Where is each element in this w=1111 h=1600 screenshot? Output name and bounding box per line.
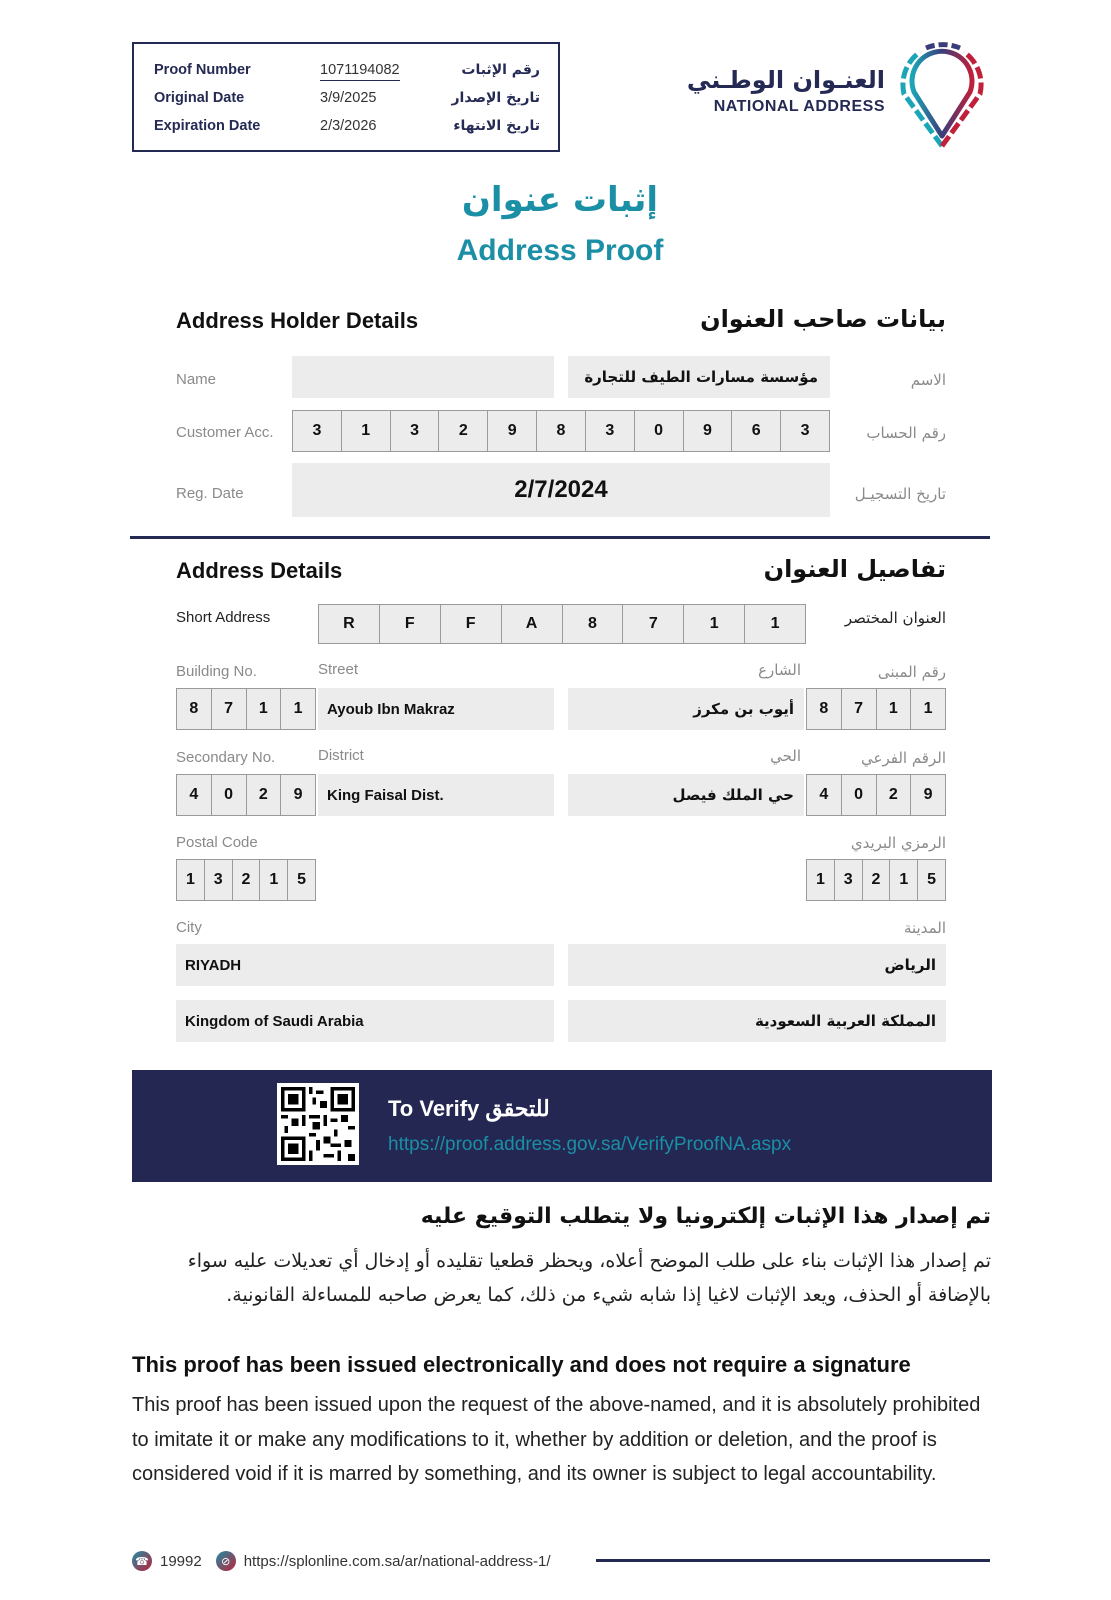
name-value-ar: مؤسسة مسارات الطيف للتجارة [584,368,818,386]
expiration-date-row [134,118,558,144]
street-field-ar [568,688,804,730]
postal-digit: 1 [807,860,835,900]
expiration-date-value: 2/3/2026 [320,118,377,134]
city-value-ar: الرياض [884,956,936,974]
city-label-ar: المدينة [903,919,946,937]
account-digit: 9 [684,411,733,451]
reg-date-label-ar: تاريخ التسجيـل [854,485,946,503]
name-field-en [292,356,554,398]
country-value-en: Kingdom of Saudi Arabia [185,1012,364,1030]
city-label: City [176,919,202,936]
short-address-char: F [380,605,441,643]
qr-code-icon[interactable] [277,1083,359,1165]
proof-number-row [134,62,558,88]
postal-code-cells [176,859,316,901]
postal-code-label-ar: الرمزي البريدي [850,834,946,852]
logo-text-en: NATIONAL ADDRESS [713,98,885,115]
district-field-en [318,774,554,816]
postal-digit: 2 [233,860,261,900]
short-address-label-ar: العنوان المختصر [844,609,946,627]
short-address-char: 7 [623,605,684,643]
holder-heading-ar: بيانات صاحب العنوان [700,305,946,333]
postal-digit: 5 [927,871,937,888]
notice-title-en: This proof has been issued electronically and does not require a signature [132,1352,911,1377]
short-address-char: A [502,605,563,643]
globe-icon: ⊘ [216,1551,236,1571]
section-divider [130,536,990,539]
district-label-ar: الحي [770,747,801,765]
name-label-ar: الاسم [910,371,946,389]
holder-heading-en: Address Holder Details [176,308,419,333]
country-field-en [176,1000,554,1042]
street-field-en [318,688,554,730]
building-digit: 7 [842,689,877,729]
secondary-label: Secondary No. [176,749,276,766]
verify-link[interactable]: https://proof.address.gov.sa/VerifyProofNA.aspx [388,1134,792,1155]
footer-phone[interactable]: 19992 [160,1552,202,1570]
postal-digit: 1 [890,860,918,900]
street-label: Street [318,661,359,678]
reg-date-field [292,463,830,517]
secondary-digit: 9 [293,786,303,803]
country-field-ar [568,1000,946,1042]
postal-digit: 2 [863,860,891,900]
city-value-en: RIYADH [185,956,242,974]
notice-body-en: This proof has been issued upon the request of the above-named, and it is absolutely prohibited to imitate it or make any modifications to it, whether by addition or deletion, and the proof is considered void if it is marred by something, and its owner is subject to legal accountability. [132,1394,981,1485]
proof-number-label-ar: رقم الإثبات [461,62,540,78]
short-address-char: 1 [684,605,745,643]
short-address-cells [318,604,806,644]
postal-code-cells-ar [806,859,946,901]
secondary-digit: 4 [807,775,842,815]
address-heading-en: Address Details [176,558,343,583]
original-date-label-ar: تاريخ الإصدار [451,90,540,106]
short-address-char: 1 [770,615,780,632]
name-field-ar [568,356,830,398]
account-label-ar: رقم الحساب [866,424,946,442]
address-heading-ar: تفاصيل العنوان [763,555,946,583]
country-value-ar: المملكة العربية السعودية [754,1012,936,1030]
proof-number-value: 1071194082 [320,62,400,81]
postal-code-label: Postal Code [176,834,258,851]
account-digit: 3 [293,411,342,451]
secondary-label-ar: الرقم الفرعي [861,749,946,767]
building-label-ar: رقم المبنى [877,663,946,681]
district-value-ar: حي الملك فيصل [672,786,794,804]
verify-title: To Verify للتحقق [388,1096,550,1121]
account-digit: 0 [635,411,684,451]
footer-rule [596,1559,990,1562]
reg-date-value: 2/7/2024 [514,476,608,503]
district-label: District [318,747,364,764]
reg-date-label: Reg. Date [176,485,244,502]
account-number-cells [292,410,830,452]
secondary-digit: 2 [877,775,912,815]
postal-digit: 1 [177,860,205,900]
building-number-cells-ar [806,688,946,730]
expiration-date-label: Expiration Date [154,118,261,134]
secondary-digit: 9 [923,786,933,803]
district-field-ar [568,774,804,816]
original-date-row [134,90,558,116]
city-field-en [176,944,554,986]
secondary-digit: 0 [842,775,877,815]
name-label: Name [176,371,217,388]
proof-info-box [132,42,560,152]
postal-digit: 3 [835,860,863,900]
postal-digit: 5 [297,871,307,888]
location-pin-icon [890,40,994,148]
account-digit: 1 [342,411,391,451]
postal-digit: 3 [205,860,233,900]
account-digit: 3 [586,411,635,451]
short-address-label: Short Address [176,609,271,626]
short-address-char: R [319,605,380,643]
title-en: Address Proof [456,234,664,267]
proof-number-label: Proof Number [154,62,251,78]
expiration-date-label-ar: تاريخ الانتهاء [453,118,540,134]
account-digit: 8 [537,411,586,451]
building-digit: 8 [177,689,212,729]
original-date-label: Original Date [154,90,245,106]
building-digit: 1 [923,700,933,717]
secondary-digit: 0 [212,775,247,815]
secondary-digit: 2 [247,775,282,815]
account-digit: 9 [488,411,537,451]
footer [132,1548,551,1574]
city-field-ar [568,944,946,986]
street-value-ar: أيوب بن مكرز [693,700,794,718]
street-label-ar: الشارع [758,661,801,679]
secondary-number-cells-ar [806,774,946,816]
street-value-en: Ayoub Ibn Makraz [327,700,455,718]
postal-digit: 1 [260,860,288,900]
phone-icon: ☎ [132,1551,152,1571]
notice-body-ar: تم إصدار هذا الإثبات بناء على طلب الموضح أعلاه، ويحظر قطعيا تقليده أو إدخال أي تعديلات عليه سواء بالإضافة أو الحذف، ويعد الإثبات لاغيا إذا شابه شيء من ذلك، كما يعرض صاحبه للمساءلة القانونية. [187,1250,991,1306]
account-label: Customer Acc. [176,424,274,441]
title-ar: إثبات عنوان [461,180,659,220]
logo-text-ar: العنـوان الوطـني [686,66,885,94]
account-digit: 6 [732,411,781,451]
building-digit: 7 [212,689,247,729]
building-digit: 1 [877,689,912,729]
building-label: Building No. [176,663,257,680]
short-address-char: 8 [563,605,624,643]
account-digit: 3 [800,422,810,439]
district-value-en: King Faisal Dist. [327,786,444,804]
building-digit: 1 [293,700,303,717]
building-digit: 8 [807,689,842,729]
short-address-char: F [441,605,502,643]
original-date-value: 3/9/2025 [320,90,377,106]
building-number-cells [176,688,316,730]
verify-banner [132,1070,992,1182]
notice-title-ar: تم إصدار هذا الإثبات إلكترونيا ولا يتطلب التوقيع عليه [420,1204,991,1229]
secondary-digit: 4 [177,775,212,815]
building-digit: 1 [247,689,282,729]
footer-url[interactable]: https://splonline.com.sa/ar/national-address-1/ [243,1552,551,1570]
secondary-number-cells [176,774,316,816]
account-digit: 3 [391,411,440,451]
account-digit: 2 [439,411,488,451]
